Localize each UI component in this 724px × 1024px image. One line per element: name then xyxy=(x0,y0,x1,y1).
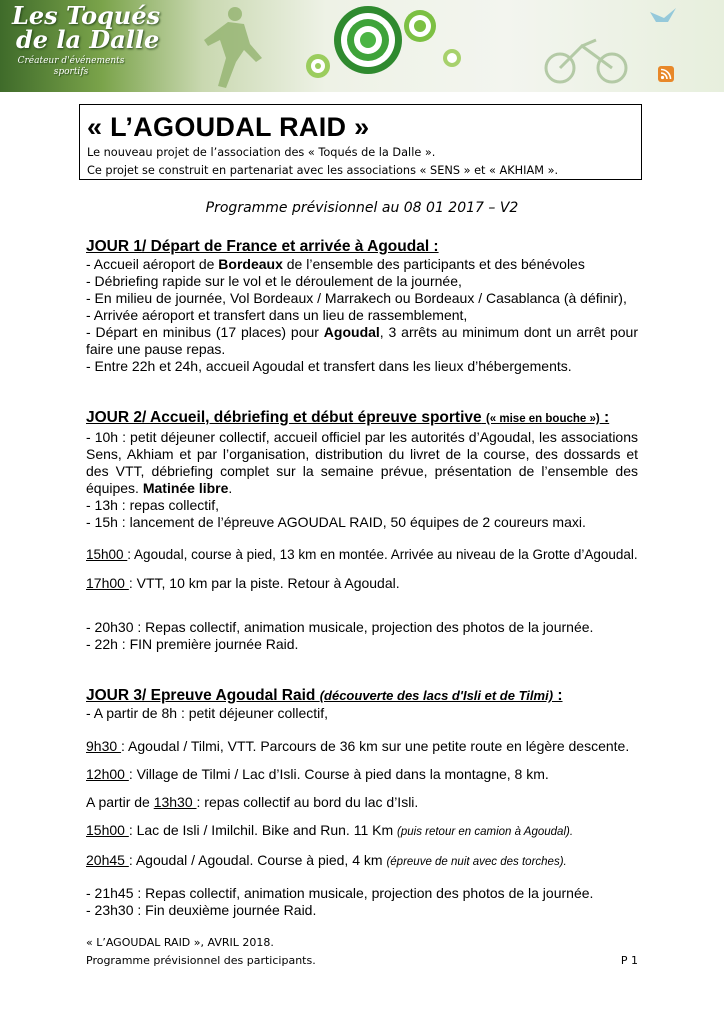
spiral-logo-icon xyxy=(306,6,461,78)
day1-line-1: - Accueil aéroport de Bordeaux de l’ensemble des participants et des bénévoles xyxy=(86,256,585,272)
day2-event-1: 15h00 : Agoudal, course à pied, 13 km en montée. Arrivée au niveau de la Grotte d’Agoudal. xyxy=(86,547,638,562)
page-footer xyxy=(86,934,638,970)
event-time: 12h00 xyxy=(86,766,129,782)
logo-text xyxy=(12,1,161,54)
day1-line-6: - Entre 22h et 24h, accueil Agoudal et transfert dans les lieux d’hébergements. xyxy=(86,358,572,374)
day3-event-3: A partir de 13h30 : repas collectif au bord du lac d’Isli. xyxy=(86,794,419,810)
day3-line-1: - A partir de 8h : petit déjeuner collectif, xyxy=(86,705,329,721)
day1-heading: JOUR 1/ Départ de France et arrivée à Agoudal : xyxy=(86,238,439,255)
rss-icon[interactable] xyxy=(658,66,674,82)
event-time: 13h30 xyxy=(153,794,197,810)
day2-heading: JOUR 2/ Accueil, débriefing et début épreuve sportive (« mise en bouche ») : xyxy=(86,409,610,426)
day2-line-5: - 22h : FIN première journée Raid. xyxy=(86,636,299,652)
footer-line-2: Programme prévisionnel des participants. xyxy=(86,954,316,967)
logo-tagline: Créateur d'événements sportifs xyxy=(17,56,125,77)
page-title: « L’AGOUDAL RAID » xyxy=(87,112,370,142)
footer-line-1: « L’AGOUDAL RAID », AVRIL 2018. xyxy=(86,936,274,949)
logo-line-1: Les Toqués xyxy=(12,1,161,30)
page-number: P 1 xyxy=(620,954,638,967)
event-time: 15h00 xyxy=(86,547,128,562)
program-subtitle: Programme prévisionnel au 08 01 2017 – V2 xyxy=(205,200,519,216)
day2-line-2: - 13h : repas collectif, xyxy=(86,497,220,513)
intro-line-1: Le nouveau projet de l’association des « Toqués de la Dalle ». xyxy=(87,146,436,159)
logo-line-2: de la Dalle xyxy=(16,25,160,54)
day3-heading: JOUR 3/ Epreuve Agoudal Raid (découverte des lacs d'Isli et de Tilmi) : xyxy=(86,687,563,704)
intro-line-2: Ce projet se construit en partenariat avec les associations « SENS » et « AKHIAM ». xyxy=(87,164,559,177)
day1-line-4: - Arrivée aéroport et transfert dans un lieu de rassemblement, xyxy=(86,307,468,323)
intro-text xyxy=(87,144,558,180)
day1-line-3: - En milieu de journée, Vol Bordeaux / Marrakech ou Bordeaux / Casablanca (à définir), xyxy=(86,290,627,306)
day3-event-1: 9h30 : Agoudal / Tilmi, VTT. Parcours de 36 km sur une petite route en légère descente. xyxy=(86,738,630,754)
bird-icon xyxy=(650,8,676,22)
event-time: 15h00 xyxy=(86,822,129,838)
runner-silhouette-icon xyxy=(204,7,262,88)
program-content xyxy=(86,237,638,919)
day1-line-2: - Débriefing rapide sur le vol et le déroulement de la journée, xyxy=(86,273,462,289)
day3-line-3: - 23h30 : Fin deuxième journée Raid. xyxy=(86,902,317,918)
day3-line-2: - 21h45 : Repas collectif, animation musicale, projection des photos de la journée. xyxy=(86,885,594,901)
cyclist-silhouette-icon xyxy=(546,40,626,82)
day1-line-5: - Départ en minibus (17 places) pour Agoudal, 3 arrêts au minimum dont un arrêt pour faire une pause repas. xyxy=(86,324,638,357)
day2-event-2: 17h00 : VTT, 10 km par la piste. Retour à Agoudal. xyxy=(86,575,400,591)
event-time: 17h00 xyxy=(86,575,129,591)
event-time: 20h45 xyxy=(86,852,129,868)
day3-event-4: 15h00 : Lac de Isli / Imilchil. Bike and Run. 11 Km (puis retour en camion à Agoudal). xyxy=(86,822,574,838)
header-banner xyxy=(0,0,724,92)
day3-event-2: 12h00 : Village de Tilmi / Lac d’Isli. Course à pied dans la montagne, 8 km. xyxy=(86,766,549,782)
day3-event-5: 20h45 : Agoudal / Agoudal. Course à pied, 4 km (épreuve de nuit avec des torches). xyxy=(86,852,567,868)
day2-line-4: - 20h30 : Repas collectif, animation musicale, projection des photos de la journée. xyxy=(86,619,594,635)
title-box xyxy=(79,104,642,180)
event-time: 9h30 xyxy=(86,738,122,754)
day2-line-3: - 15h : lancement de l’épreuve AGOUDAL RAID, 50 équipes de 2 coureurs maxi. xyxy=(86,514,586,530)
day2-paragraph-1: - 10h : petit déjeuner collectif, accueil officiel par les autorités d’Agoudal, les associations Sens, Akhiam et par l’organisation, distribution du livret de la course, des dossards et des VTT, débriefing complet sur la semaine prévue, présentation de l’ensemble des équipes. Matinée libre. xyxy=(86,429,638,496)
